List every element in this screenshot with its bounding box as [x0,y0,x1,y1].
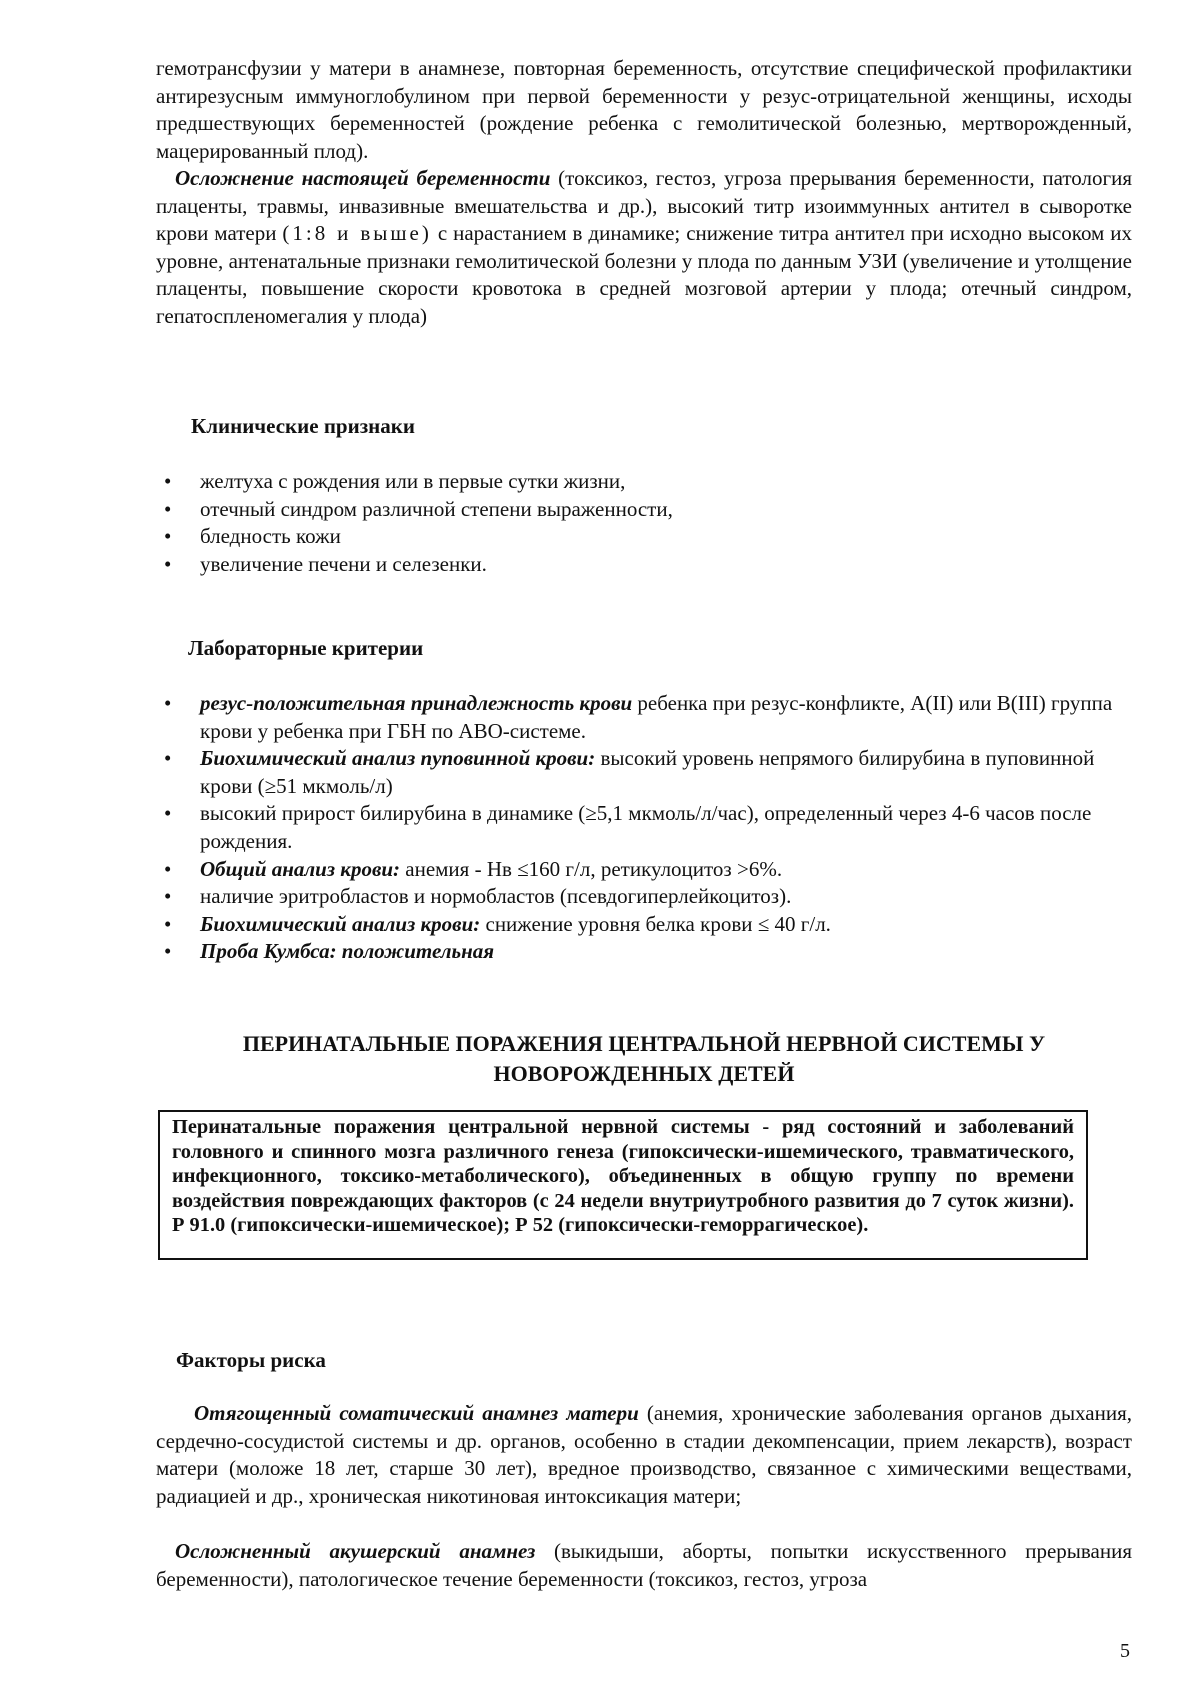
list-item-lead: Проба Кумбса: положительная [200,939,495,964]
intro-paragraph-1-text: гемотрансфузии у матери в анамнезе, повторная беременность, отсутствие специфической профилактики антирезусным иммуноглобулином при первой беременности у резус-отрицательной женщины, исходы предшествующих беременностей (рождение ребенка с гемолитической болезнью, мертворожденный, мацерированный плод). [156,56,1132,163]
antibody-titer: (1:8 и выше) [282,221,432,246]
list-item [156,800,1116,855]
list-item-text: ребенка при резус-конфликте, A(II) или B(III) группа крови у ребенка при ГБН по АВО-системе. [200,691,1113,743]
list-item: • увеличение печени и селезенки. [156,551,1116,579]
section-title-line-2: НОВОРОЖДЕННЫХ ДЕТЕЙ [493,1061,795,1086]
risk-paragraph-2 [156,1538,1132,1593]
risk-paragraph-1 [156,1400,1132,1510]
list-item-lead: Общий анализ крови: [200,856,401,881]
list-item-text: высокий прирост билирубина в динамике (≥5,1 мкмоль/л/час), определенный через 4-6 часов после рождения. [200,801,1092,853]
risk-paragraph-2-text: (выкидыши, аборты, попытки искусственного прерывания беременности), патологическое течение беременности (токсикоз, гестоз, угроза [156,1539,1133,1591]
list-item-lead: Биохимический анализ пуповинной крови: [200,746,596,771]
list-item [156,690,1116,745]
definition-box [158,1110,1088,1260]
intro-paragraph-1 [156,55,1132,165]
list-item [156,856,1116,884]
list-item [156,745,1116,800]
clinical-signs-heading: Клинические признаки [191,414,415,438]
obstetric-history-term: Осложненный акушерский анамнез [175,1539,536,1563]
list-item [156,938,1116,966]
clinical-signs-list [156,468,1116,578]
section-title [156,1029,1132,1089]
intro-paragraph-2-text-b: с нарастанием в динамике; снижение титра антител при исходно высоком их уровне, антенатальные признаки гемолитической болезни у плода по данным УЗИ (увеличение и утолщение плаценты, повышение скорости кровотока в средней мозговой артерии у плода; отечный синдром, гепатоспленомегалия у плода) [156,221,1133,328]
risk-paragraph-1-text: (анемия, хронические заболевания органов дыхания, сердечно-сосудистой системы и др. органов, особенно в стадии декомпенсации, прием лекарств), возраст матери (моложе 18 лет, старше 30 лет), вредное производство, связанное с химическими веществами, радиацией и др., хроническая никотиновая интоксикация матери; [156,1401,1132,1508]
pregnancy-complication-term: Осложнение настоящей беременности [175,166,551,190]
list-item [156,883,1116,911]
list-item-text: снижение уровня белка крови ≤ 40 г/л. [480,911,831,936]
intro-paragraph-2 [156,165,1132,331]
list-item-text: наличие эритробластов и нормобластов (псевдогиперлейкоцитоз). [200,884,792,909]
list-item: • отечный синдром различной степени выраженности, [156,496,1116,524]
section-title-line-1: ПЕРИНАТАЛЬНЫЕ ПОРАЖЕНИЯ ЦЕНТРАЛЬНОЙ НЕРВНОЙ СИСТЕМЫ У [242,1031,1046,1056]
lab-criteria-heading: Лабораторные критерии [188,636,424,660]
lab-criteria-list [156,690,1116,966]
list-item: • желтуха с рождения или в первые сутки жизни, [156,468,1116,496]
definition-text: Перинатальные поражения центральной нервной системы - ряд состояний и заболеваний головного и спинного мозга различного генеза (гипоксически-ишемического, травматического, инфекционного, токсико-метаболического), объединенных в общую группу по времени воздействия повреждающих факторов (с 24 недели внутриутробного развития до 7 суток жизни). Р 91.0 (гипоксически-ишемическое); Р 52 (гипоксически-геморрагическое). [172,1116,1074,1237]
somatic-history-term: Отягощенный соматический анамнез матери [194,1401,639,1425]
risk-factors-heading: Факторы риска [176,1348,326,1372]
page-number: 5 [1120,1640,1130,1662]
list-item-text: высокий уровень непрямого билирубина в пуповинной крови (≥51 мкмоль/л) [200,746,1095,798]
list-item [156,911,1116,939]
intro-paragraph-2-text-a: (токсикоз, гестоз, угроза прерывания беременности, патология плаценты, травмы, инвазивные вмешательства и др.), высокий титр изоиммунных антител в сыворотке крови матери [156,166,1132,246]
list-item: • бледность кожи [156,523,1116,551]
list-item-lead: Биохимический анализ крови: [200,911,481,936]
list-item-lead: резус-положительная принадлежность крови [200,691,633,715]
list-item-text: анемия - Нв ≤160 г/л, ретикулоцитоз >6%. [400,856,783,881]
